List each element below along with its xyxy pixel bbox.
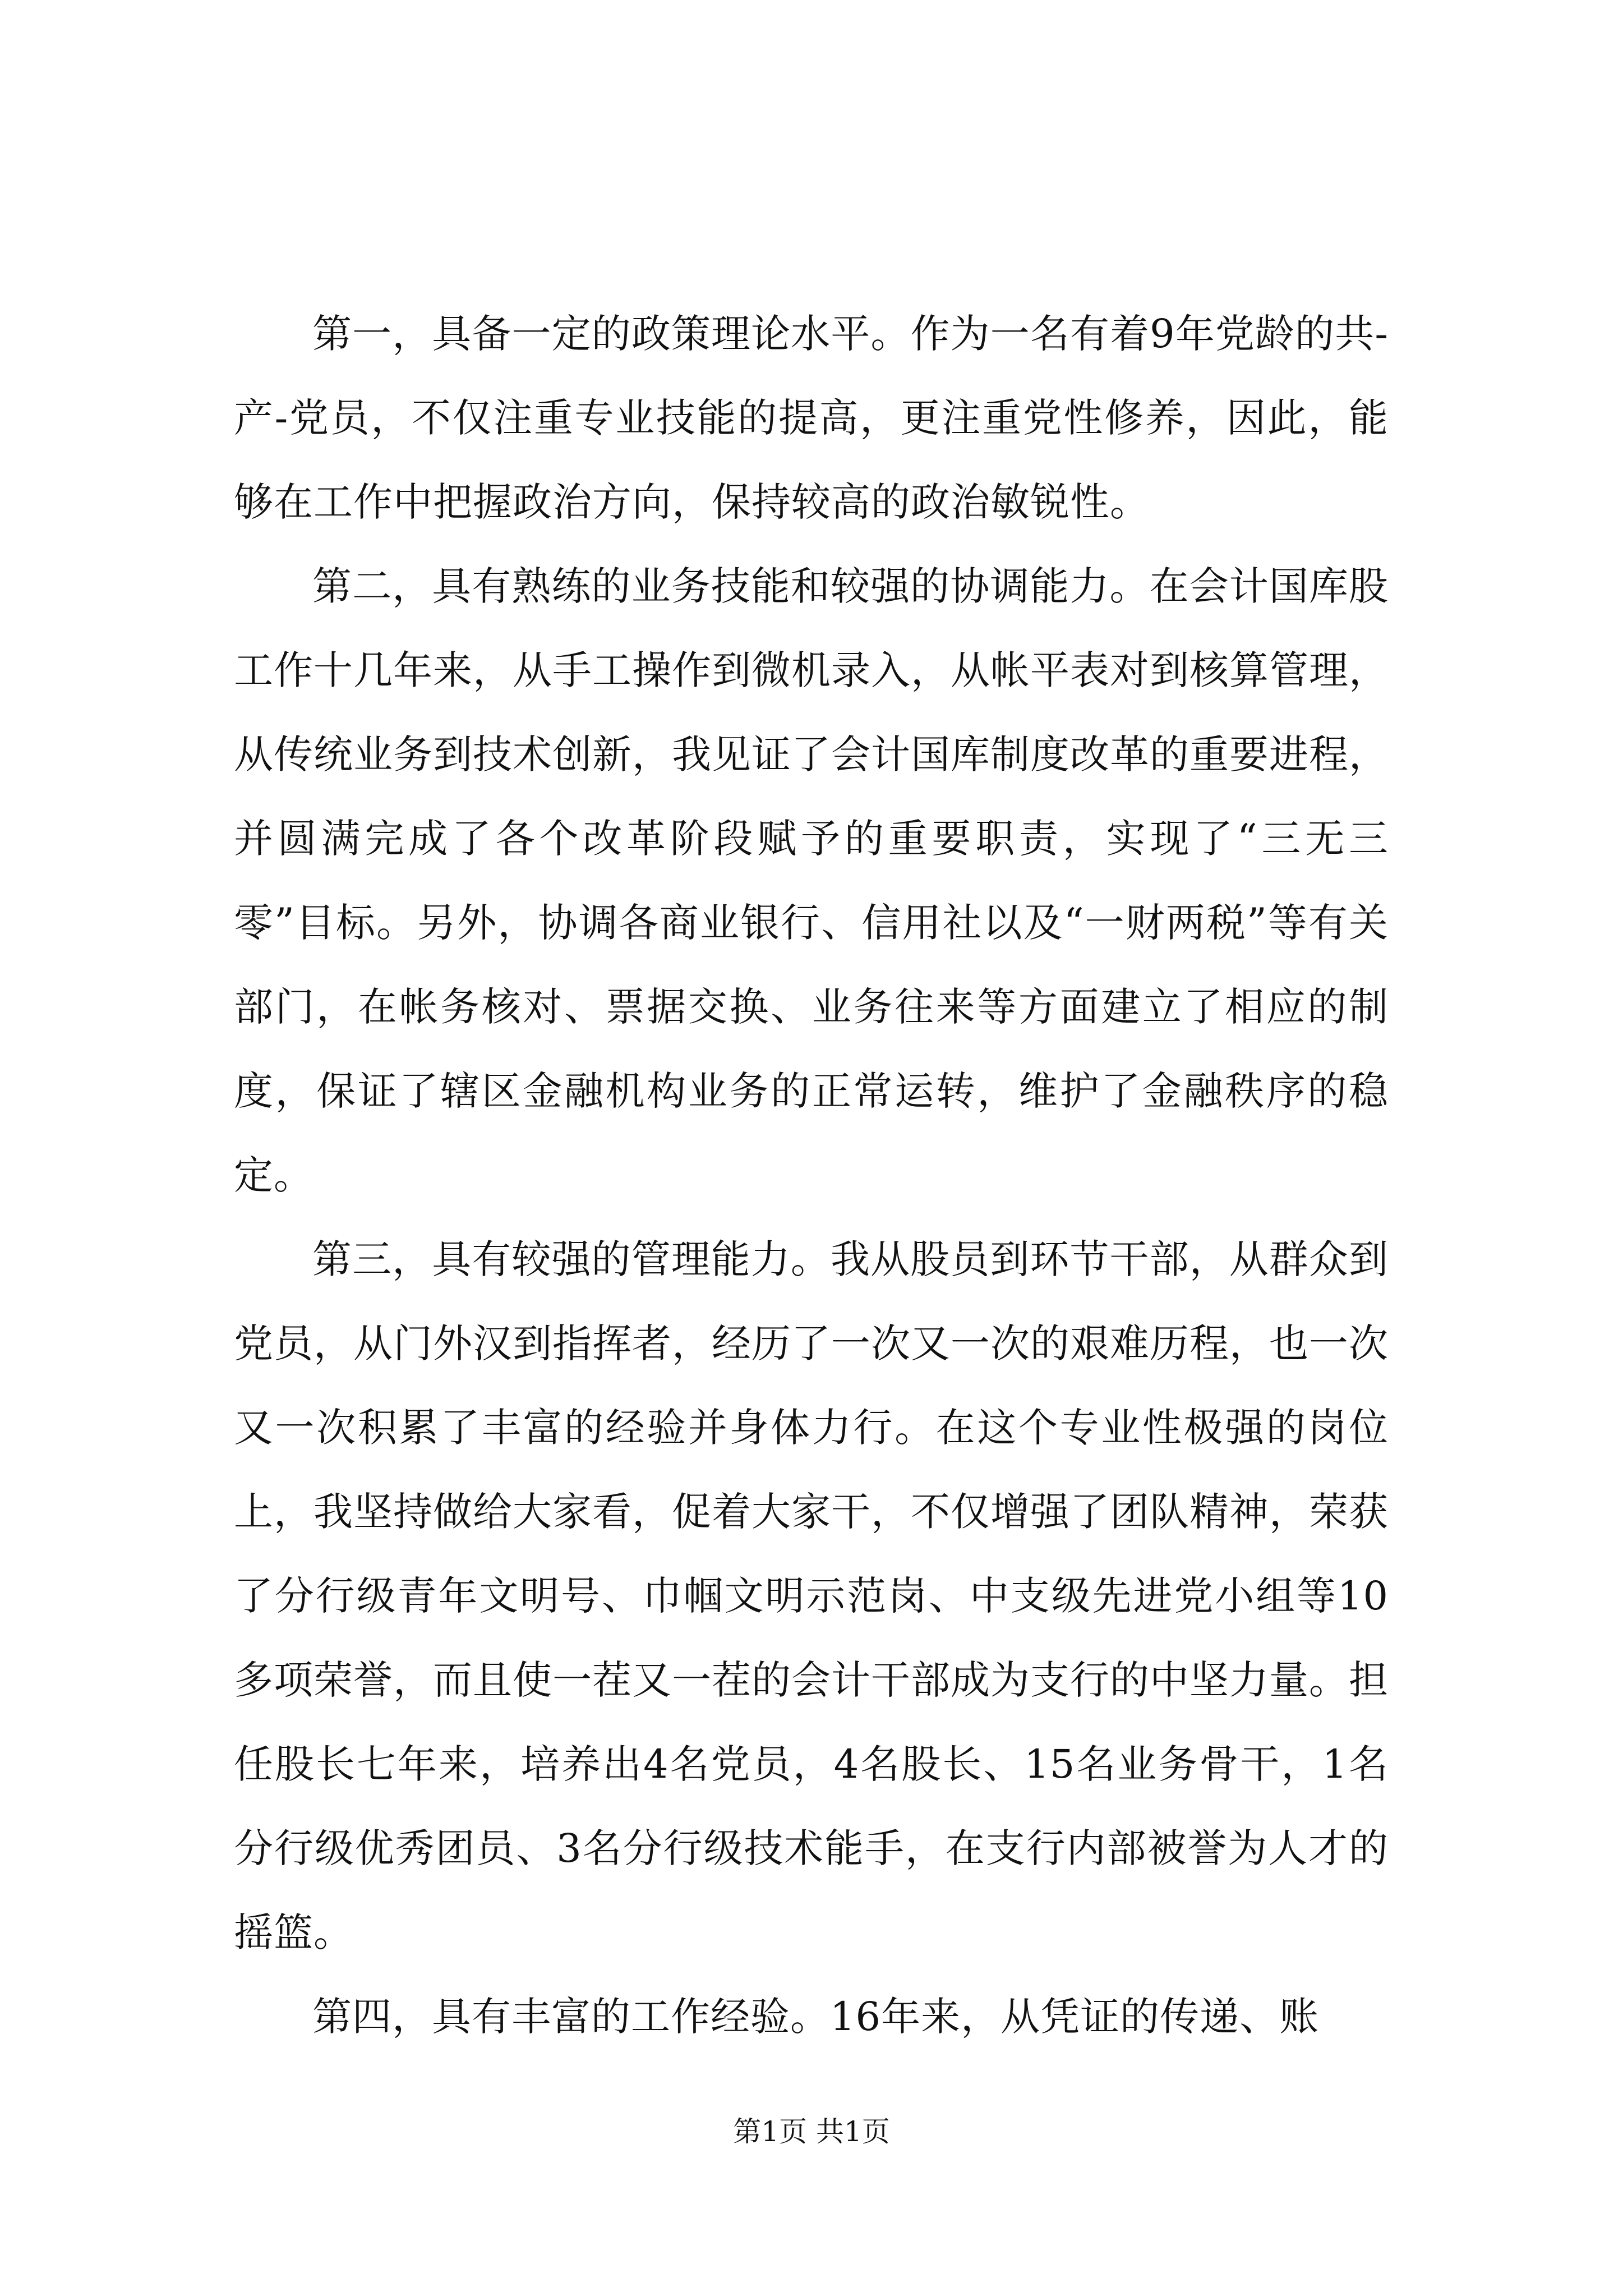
paragraph-work-experience: 第四，具有丰富的工作经验。16年来，从凭证的传递、账 xyxy=(312,1994,1320,2040)
paragraph-management-ability: 第三，具有较强的管理能力。我从股员到环节干部，从群众到党员，从门外汉到指挥者，经历了一次又一次的艰难历程，也一次又一次积累了丰富的经验并身体力行。在这个专业性极强的岗位上，我坚持做给大家看，促着大家干，不仅增强了团队精神，荣获了分行级青年文明号、巾帼文明示范岗、中支级先进党小组等10多项荣誉，而且使一茬又一茬的会计干部成为支行的中坚力量。担任股长七年来，培养出4名党员，4名股长、15名业务骨干，1名分行级优秀团员、3名分行级技术能手，在支行内部被誉为人才的摇篮。 xyxy=(234,1236,1389,1955)
paragraph-policy-theory: 第一，具备一定的政策理论水平。作为一名有着9年党龄的共-产-党员，不仅注重专业技能的提高，更注重党性修养，因此，能够在工作中把握政治方向，保持较高的政治敏锐性。 xyxy=(234,311,1389,525)
document-body xyxy=(234,292,1389,2059)
paragraph-business-skills: 第二，具有熟练的业务技能和较强的协调能力。在会计国库股工作十几年来，从手工操作到微机录入，从帐平表对到核算管理，从传统业务到技术创新，我见证了会计国库制度改革的重要进程，并圆满完成了各个改革阶段赋予的重要职责，实现了“三无三零”目标。另外，协调各商业银行、信用社以及“一财两税”等有关部门，在帐务核对、票据交换、业务往来等方面建立了相应的制度，保证了辖区金融机构业务的正常运转，维护了金融秩序的稳定。 xyxy=(234,563,1389,1198)
page-number-footer: 第1页 共1页 xyxy=(733,2115,890,2148)
